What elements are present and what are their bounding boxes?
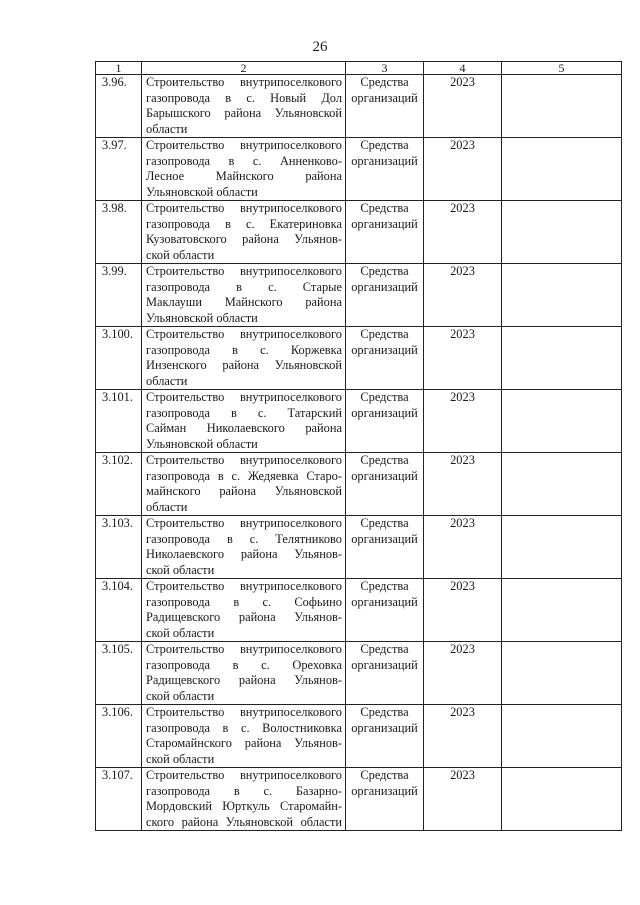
description-line: Строительство внутрипоселкового: [146, 768, 342, 782]
notes-cell: [502, 75, 622, 138]
item-number: 3.102.: [96, 453, 142, 516]
table-row: [96, 75, 622, 138]
table-row: [96, 138, 622, 201]
funding-source-line: организаций: [351, 531, 418, 546]
description-line: Строительство внутрипоселкового: [146, 138, 342, 152]
description-line: Строительство внутрипоселкового: [146, 264, 342, 278]
item-number: 3.99.: [96, 264, 142, 327]
description-line: Строительство внутрипоселкового: [146, 75, 342, 89]
table-row: [96, 264, 622, 327]
description-line: области: [146, 373, 188, 388]
description-line: ской области: [146, 247, 215, 262]
description-line: газопровода в с. Ореховка: [146, 657, 342, 672]
description-line: Строительство внутрипоселкового: [146, 390, 342, 404]
project-description: [142, 327, 346, 390]
funding-source-line: Средства: [360, 579, 409, 593]
project-description: [142, 579, 346, 642]
notes-cell: [502, 327, 622, 390]
funding-source-line: Средства: [360, 138, 409, 152]
funding-source-line: Средства: [360, 264, 409, 278]
funding-source-line: Средства: [360, 516, 409, 530]
description-line: газопровода в с. Базарно-: [146, 783, 342, 798]
funding-source-line: организаций: [351, 657, 418, 672]
completion-year: 2023: [424, 327, 502, 390]
funding-source: [346, 642, 424, 705]
item-number: 3.106.: [96, 705, 142, 768]
project-description: [142, 705, 346, 768]
completion-year: 2023: [424, 516, 502, 579]
table-row: [96, 327, 622, 390]
description-line: Строительство внутрипоселкового: [146, 201, 342, 215]
completion-year: 2023: [424, 264, 502, 327]
item-number: 3.98.: [96, 201, 142, 264]
item-number: 3.107.: [96, 768, 142, 831]
notes-cell: [502, 579, 622, 642]
description-line: Маклауши Майнского района: [146, 295, 342, 309]
completion-year: 2023: [424, 390, 502, 453]
funding-source-line: Средства: [360, 327, 409, 341]
description-line: газопровода в с. Татарский: [146, 405, 342, 420]
description-line: Старомайнского района Ульянов-: [146, 736, 342, 750]
table-row: [96, 705, 622, 768]
description-line: области: [146, 121, 188, 136]
funding-source: [346, 390, 424, 453]
funding-source: [346, 201, 424, 264]
funding-source-line: Средства: [360, 768, 409, 782]
project-description: [142, 264, 346, 327]
funding-source-line: Средства: [360, 642, 409, 656]
notes-cell: [502, 390, 622, 453]
description-line: Строительство внутрипоселкового: [146, 642, 342, 656]
description-line: Барышского района Ульяновской: [146, 106, 342, 120]
notes-cell: [502, 516, 622, 579]
funding-source-line: организаций: [351, 468, 418, 483]
completion-year: 2023: [424, 201, 502, 264]
notes-cell: [502, 642, 622, 705]
item-number: 3.97.: [96, 138, 142, 201]
description-line: Ульяновской области: [146, 436, 258, 451]
project-description: [142, 768, 346, 831]
notes-cell: [502, 768, 622, 831]
description-line: Ульяновской области: [146, 310, 258, 325]
description-line: газопровода в с. Софьино: [146, 594, 342, 609]
description-line: Строительство внутрипоселкового: [146, 579, 342, 593]
funding-source: [346, 453, 424, 516]
item-number: 3.96.: [96, 75, 142, 138]
description-line: газопровода в с. Анненково-: [146, 153, 342, 168]
description-line: газопровода в с. Коржевка: [146, 342, 342, 357]
funding-source-line: организаций: [351, 279, 418, 294]
table-row: [96, 390, 622, 453]
description-line: ской области: [146, 751, 215, 766]
description-line: газопровода в с. Телятниково: [146, 531, 342, 546]
description-line: Строительство внутрипоселкового: [146, 516, 342, 530]
description-line: ской области: [146, 562, 215, 577]
project-description: [142, 75, 346, 138]
project-description: [142, 453, 346, 516]
project-description: [142, 390, 346, 453]
item-number: 3.104.: [96, 579, 142, 642]
funding-source-line: организаций: [351, 90, 418, 105]
description-line: Мордовский Юрткуль Старомайн-: [146, 799, 342, 813]
description-line: Строительство внутрипоселкового: [146, 327, 342, 341]
description-line: Лесное Майнского района: [146, 169, 342, 183]
funding-source-line: организаций: [351, 216, 418, 231]
funding-source-line: Средства: [360, 201, 409, 215]
notes-cell: [502, 201, 622, 264]
description-line: Строительство внутрипоселкового: [146, 453, 342, 467]
funding-source-line: Средства: [360, 75, 409, 89]
item-number: 3.103.: [96, 516, 142, 579]
column-header-4: 4: [424, 62, 502, 75]
completion-year: 2023: [424, 768, 502, 831]
funding-source-line: Средства: [360, 453, 409, 467]
description-line: области: [146, 499, 188, 514]
description-line: газопровода в с. Старые: [146, 279, 342, 294]
funding-source-line: организаций: [351, 342, 418, 357]
completion-year: 2023: [424, 453, 502, 516]
item-number: 3.105.: [96, 642, 142, 705]
funding-source: [346, 516, 424, 579]
item-number: 3.100.: [96, 327, 142, 390]
column-header-3: 3: [346, 62, 424, 75]
column-header-1: 1: [96, 62, 142, 75]
description-line: Радищевского района Ульянов-: [146, 673, 342, 687]
table-row: [96, 768, 622, 831]
description-line: Кузоватовского района Ульянов-: [146, 232, 342, 246]
notes-cell: [502, 138, 622, 201]
funding-source-line: организаций: [351, 153, 418, 168]
notes-cell: [502, 264, 622, 327]
funding-source-line: Средства: [360, 390, 409, 404]
project-description: [142, 138, 346, 201]
funding-source: [346, 75, 424, 138]
description-line: Сайман Николаевского района: [146, 421, 342, 435]
description-line: Инзенского района Ульяновской: [146, 358, 342, 372]
description-line: Радищевского района Ульянов-: [146, 610, 342, 624]
funding-source: [346, 327, 424, 390]
table-row: [96, 642, 622, 705]
measures-table: [95, 61, 622, 831]
item-number: 3.101.: [96, 390, 142, 453]
table-row: [96, 453, 622, 516]
column-number-row: [96, 62, 622, 75]
description-line: газопровода в с. Жедяевка Старо-: [146, 468, 342, 483]
funding-source-line: организаций: [351, 594, 418, 609]
notes-cell: [502, 453, 622, 516]
column-header-2: 2: [142, 62, 346, 75]
description-line: ской области: [146, 625, 215, 640]
project-description: [142, 201, 346, 264]
funding-source-line: организаций: [351, 720, 418, 735]
funding-source: [346, 579, 424, 642]
completion-year: 2023: [424, 642, 502, 705]
completion-year: 2023: [424, 75, 502, 138]
description-line: газопровода в с. Новый Дол: [146, 90, 342, 105]
description-line: Николаевского района Ульянов-: [146, 547, 342, 561]
column-header-5: 5: [502, 62, 622, 75]
funding-source-line: Средства: [360, 705, 409, 719]
funding-source: [346, 705, 424, 768]
description-line: газопровода в с. Волостниковка: [146, 720, 342, 735]
table-row: [96, 579, 622, 642]
description-line: ского района Ульяновской области: [146, 814, 342, 829]
description-line: майнского района Ульяновской: [146, 484, 342, 498]
funding-source-line: организаций: [351, 783, 418, 798]
completion-year: 2023: [424, 579, 502, 642]
page-number: 26: [312, 39, 328, 55]
funding-source: [346, 768, 424, 831]
notes-cell: [502, 705, 622, 768]
funding-source: [346, 138, 424, 201]
completion-year: 2023: [424, 138, 502, 201]
description-line: ской области: [146, 688, 215, 703]
funding-source: [346, 264, 424, 327]
table-row: [96, 201, 622, 264]
project-description: [142, 642, 346, 705]
funding-source-line: организаций: [351, 405, 418, 420]
completion-year: 2023: [424, 705, 502, 768]
description-line: газопровода в с. Екатериновка: [146, 216, 342, 231]
description-line: Ульяновской области: [146, 184, 258, 199]
table-row: [96, 516, 622, 579]
description-line: Строительство внутрипоселкового: [146, 705, 342, 719]
project-description: [142, 516, 346, 579]
